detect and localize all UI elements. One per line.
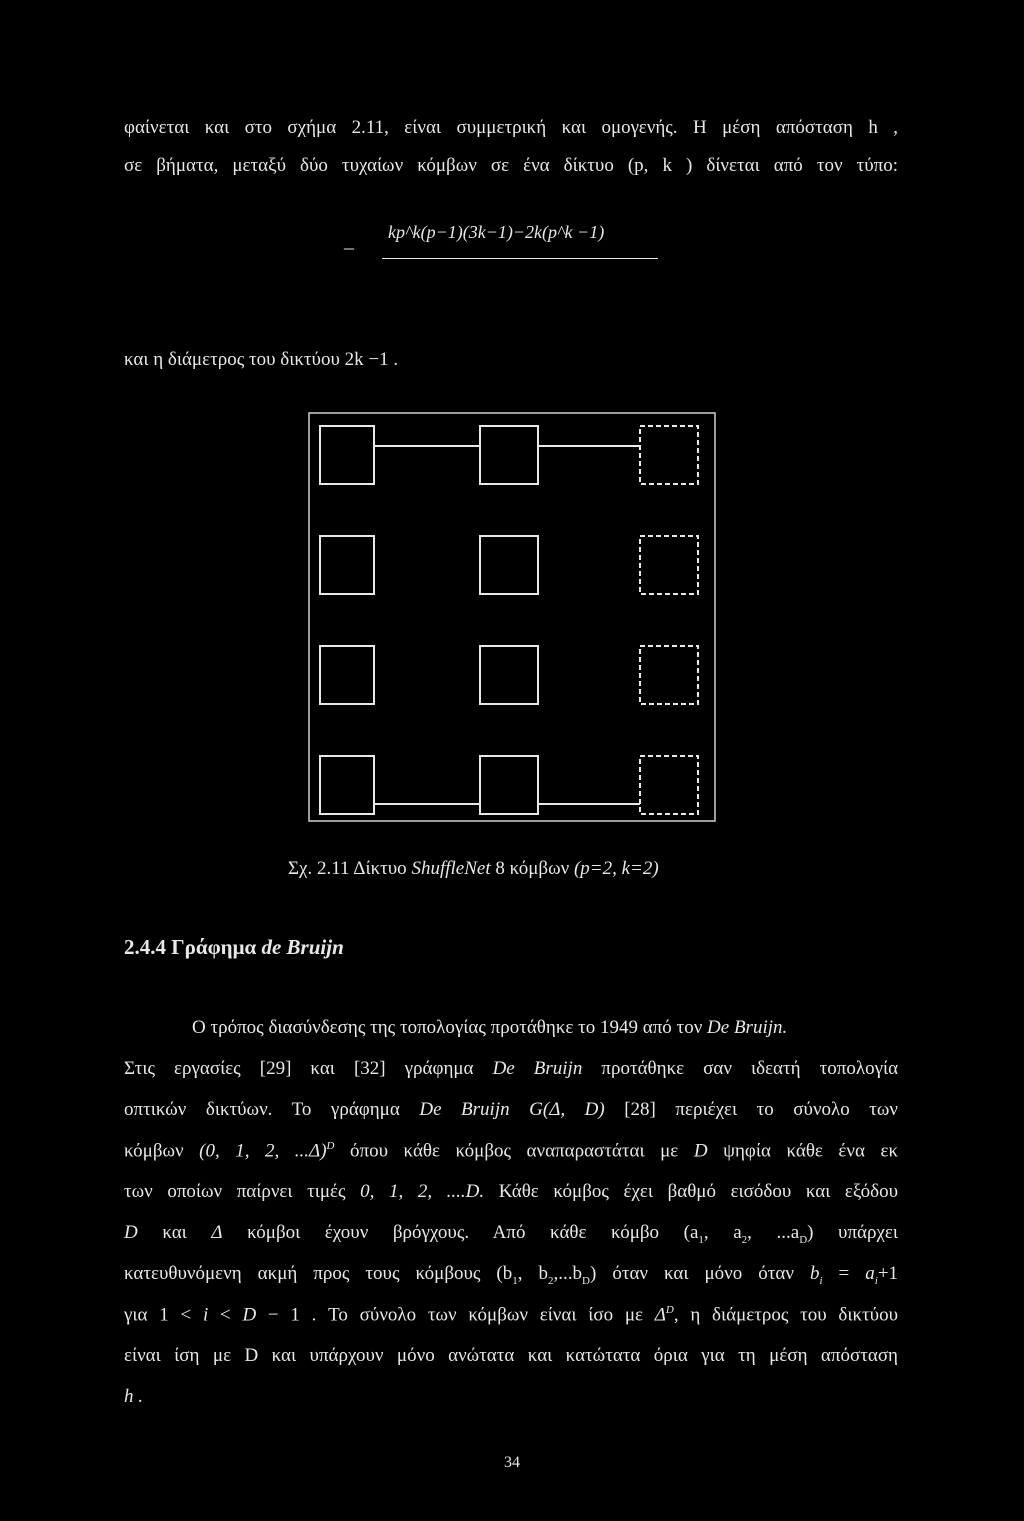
- diagram-frame: [309, 413, 715, 821]
- paragraph-line-2: Στις εργασίες [29] και [32] γράφημα De Bruijn προτάθηκε σαν ιδεατή τοπολογία: [124, 1058, 899, 1079]
- node-r3-c1: [320, 646, 374, 704]
- paragraph-line-5: των οποίων παίρνει τιμές 0, 1, 2, ....D. Κάθε κόμβος έχει βαθμό εισόδου και εξόδου: [124, 1181, 899, 1202]
- node-r2-c2: [480, 536, 538, 594]
- node-r1-c1: [320, 426, 374, 484]
- intro-line-1: φαίνεται και στο σχήμα 2.11, είναι συμμετρική και ομογενής. Η μέση απόσταση h ,: [124, 117, 898, 138]
- diameter-line: και η διάμετρος του δικτύου 2k −1 .: [124, 349, 399, 370]
- paragraph-line-6: D και Δ κόμβοι έχουν βρόγχους. Από κάθε κόμβο ($a_1$, $a_2$, $...a_D$) υπάρχει: [124, 1222, 899, 1246]
- paragraph-line-4: κόμβων (0, 1, 2, ...Δ)$^D$ όπου κάθε κόμβος αναπαραστάται με D ψηφία κάθε ένα εκ: [124, 1140, 899, 1162]
- intro-line-2: σε βήματα, μεταξύ δύο τυχαίων κόμβων σε ένα δίκτυο (p, k ) δίνεται από τον τύπο:: [124, 155, 898, 176]
- paragraph-line-7: κατευθυνόμενη ακμή προς τους κόμβους ($b_1$, $b_2,...b_D$) όταν και μόνο όταν $b_i = a_i+1$: [124, 1263, 899, 1287]
- formula-fraction-bar: [382, 258, 658, 259]
- formula-numerator: kp^k(p−1)(3k−1)−2k(p^k −1): [388, 222, 605, 242]
- node-r3-c2: [480, 646, 538, 704]
- paragraph-line-9: είναι ίση με D και υπάρχουν μόνο ανώτατα και κατώτατα όρια για τη μέση απόσταση: [124, 1345, 898, 1366]
- page-number: 34: [504, 1454, 520, 1471]
- paragraph-line-10: h .: [124, 1386, 143, 1407]
- paragraph-line-3: οπτικών δικτύων. Το γράφημα De Bruijn G(Δ, D) [28] περιέχει το σύνολο των: [124, 1099, 899, 1120]
- node-r4-c3: [640, 756, 698, 814]
- node-r1-c3: [640, 426, 698, 484]
- node-r1-c2: [480, 426, 538, 484]
- section-heading: 2.4.4 Γράφημα de Bruijn: [124, 935, 344, 959]
- node-r3-c3: [640, 646, 698, 704]
- formula-minus: _: [344, 230, 354, 252]
- figure-caption: Σχ. 2.11 Δίκτυο ShuffleNet 8 κόμβων (p=2, k=2): [288, 858, 659, 879]
- node-r4-c2: [480, 756, 538, 814]
- shufflenet-diagram: [308, 412, 718, 824]
- node-r2-c3: [640, 536, 698, 594]
- paragraph-line-1: Ο τρόπος διασύνδεσης της τοπολογίας προτάθηκε το 1949 από τον De Bruijn.: [192, 1017, 788, 1038]
- node-r2-c1: [320, 536, 374, 594]
- node-r4-c1: [320, 756, 374, 814]
- paragraph-line-8: για 1 < i < D − 1 . Το σύνολο των κόμβων είναι ίσο με $\Delta^D$, η διάμετρος του δικτύου: [124, 1304, 898, 1326]
